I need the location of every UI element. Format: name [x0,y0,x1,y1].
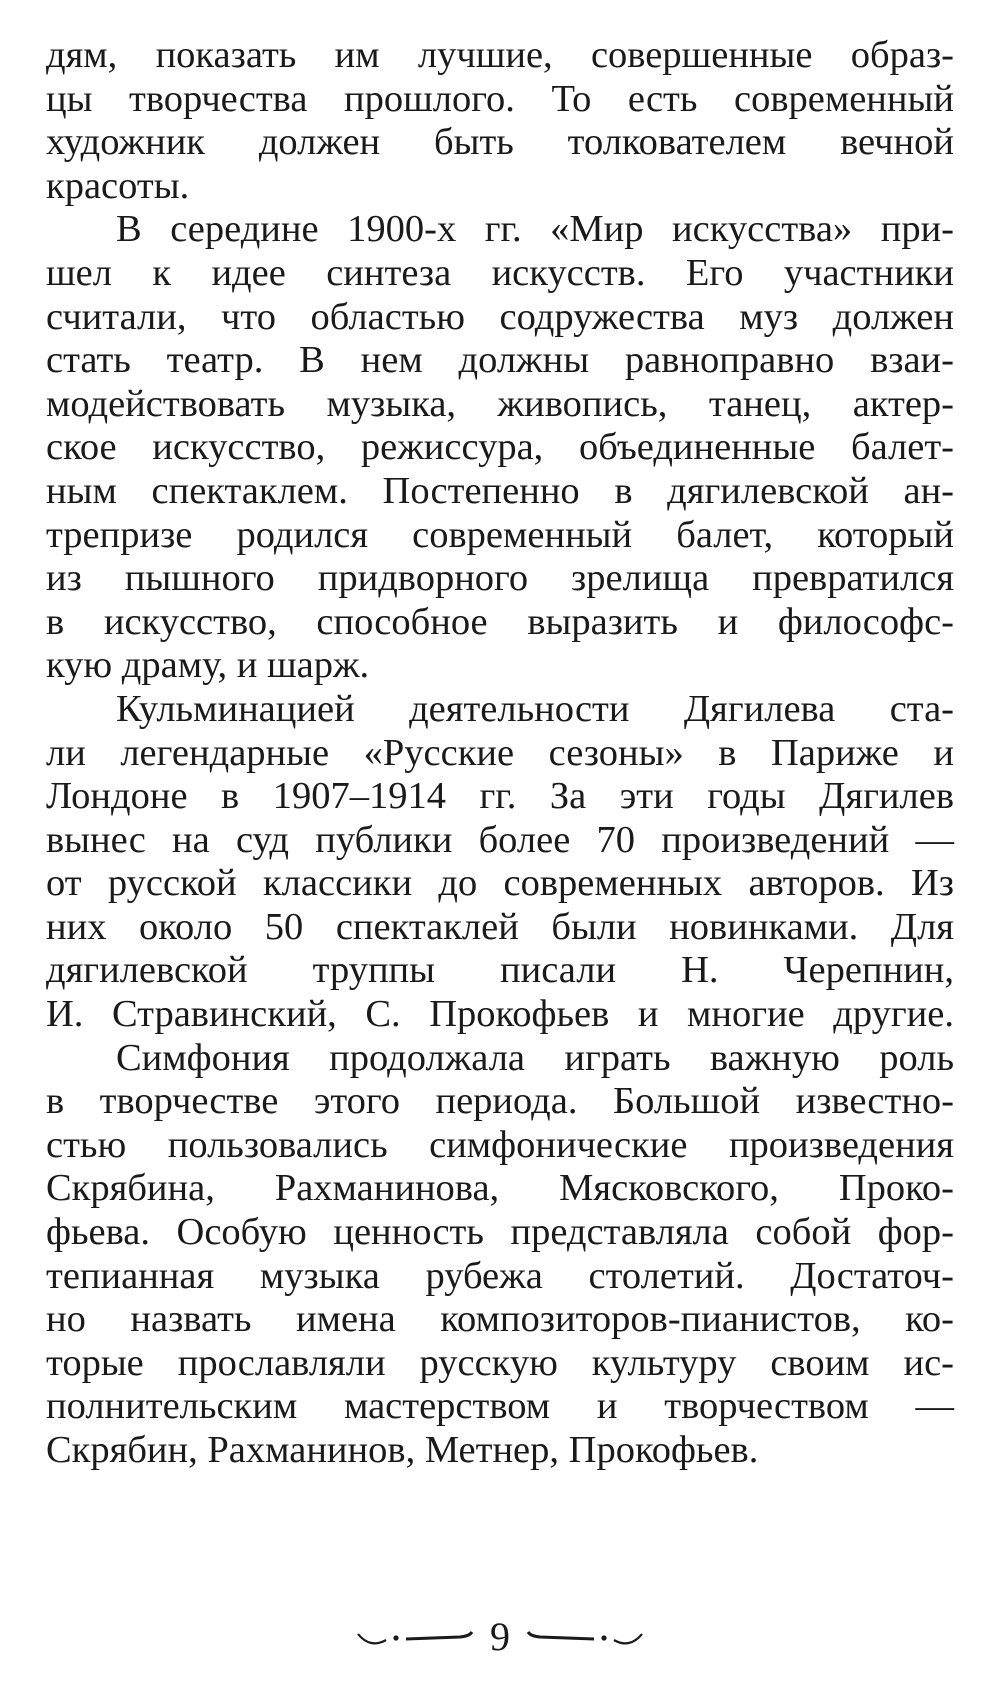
text-line: ным спектаклем. Постепенно в дягилевской ан- [46,469,954,512]
right-ornament-icon [526,1622,644,1652]
text-line: тепианная музыка рубежа столетий. Достаточ- [46,1254,954,1297]
text-line: шел к идее синтеза искусств. Его участники [46,251,954,294]
text-line: ли легендарные «Русские сезоны» в Париже и [46,731,954,774]
text-line: модействовать музыка, живопись, танец, актер- [46,382,954,425]
text-line: кую драму, и шарж. [46,644,370,687]
text-line: в искусство, способное выразить и философс- [46,600,954,643]
text-line: стью пользовались симфонические произведения [46,1123,954,1166]
text-line: торые прославляли русскую культуру своим ис- [46,1341,954,1384]
text-line: трепризе родился современный балет, который [46,513,954,556]
left-ornament-icon [356,1622,474,1652]
paragraph [46,688,954,1037]
text-line: считали, что областью содружества муз должен [46,295,954,338]
text-line: цы творчества прошлого. То есть современный [46,77,954,120]
text-line: красоты. [46,164,190,207]
text-line: полнительским мастерством и творчеством — [46,1385,954,1428]
paragraph [46,208,954,688]
text-line: в творчестве этого периода. Большой известно- [46,1080,954,1123]
text-line: из пышного придворного зрелища превратился [46,557,954,600]
text-line: но назвать имена композиторов-пианистов, ко- [46,1298,954,1341]
page-footer [0,1612,1000,1662]
text-line: Симфония продолжала играть важную роль [116,1036,954,1079]
text-line: ское искусство, режиссура, объединенные балет- [46,426,954,469]
text-line: Кульминацией деятельности Дягилева ста- [116,687,954,730]
text-line: Скрябина, Рахманинова, Мясковского, Проко- [46,1167,954,1210]
page-number: 9 [490,1614,510,1659]
text-line: вынес на суд публики более 70 произведений — [46,818,954,861]
page-body [46,34,954,1473]
paragraph [46,1037,954,1473]
text-line: И. Стравинский, С. Прокофьев и многие другие. [46,993,954,1036]
text-line: фьева. Особую ценность представляла собой фор- [46,1211,954,1254]
text-line: Лондоне в 1907–1914 гг. За эти годы Дягилев [46,775,954,818]
text-line: них около 50 спектаклей были новинками. Для [46,905,954,948]
text-line: В середине 1900-х гг. «Мир искусства» при- [116,208,954,251]
text-line: дям, показать им лучшие, совершенные образ- [46,34,954,76]
text-line: дягилевской труппы писали Н. Черепнин, [46,949,954,992]
text-line: Скрябин, Рахманинов, Метнер, Прокофьев. [46,1429,759,1471]
text-line: стать театр. В нем должны равноправно взаи- [46,339,954,382]
text-line: художник должен быть толкователем вечной [46,121,954,164]
text-line: от русской классики до современных авторов. Из [46,862,954,905]
paragraph [46,34,954,208]
